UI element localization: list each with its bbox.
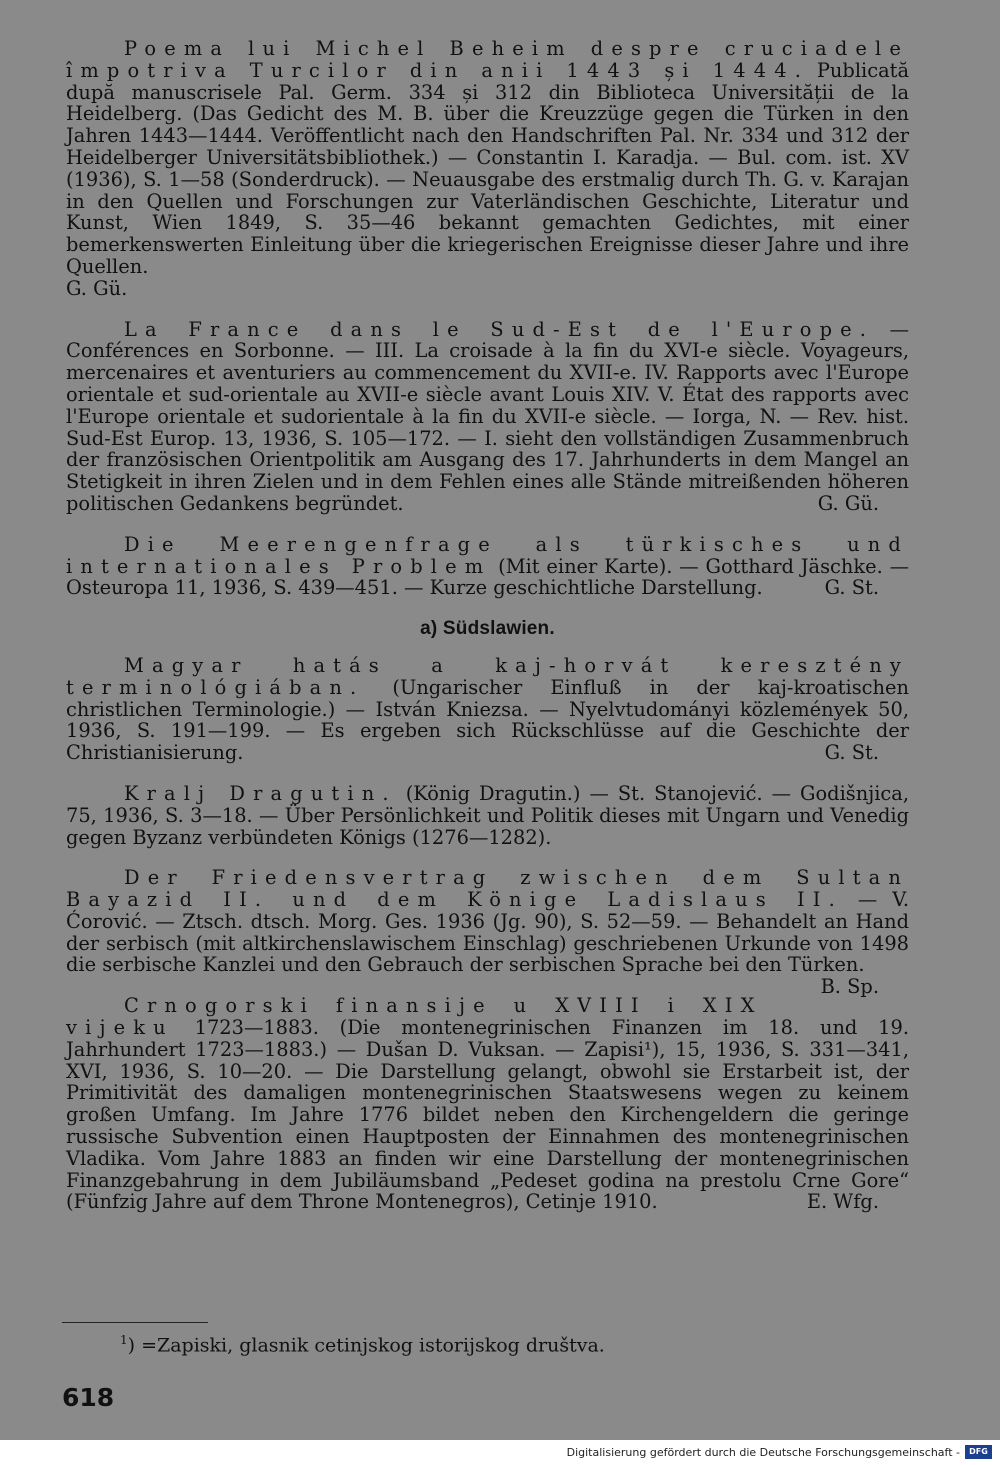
entry-body: 1723—1883. (Die montenegrinischen Finanzen im 18. und 19. Jahrhundert 1723—1883.) — Dušan D. Vuksan. — Zapisi¹), 15, 1936, S. 331—341, XVI, 1936, S. 10—20. — Die Darstellung gelangt, obwohl sie Erstarbeit ist, der Primitivität des damaligen montenegrinischen Staatswesens wegen zu keinem großen Umfang. Im Jahre 1776 bildet neben den Kirchengeldern die geringe russische Subvention einen Hauptposten der Einnahmen des montenegrinischen Vladika. Vom Jahre 1883 an finden wir eine Darstellung der montenegrinischen Finanzgebahrung in dem Jubiläumsband „Pedeset godina na prestolu Crne Gore“ (Fünfzig Jahre auf dem Throne Montenegros), Cetinje 1910. — [66, 1016, 910, 1214]
entry-body: Publicată după manuscrisele Pal. Germ. 334 și 312 din Biblioteca Universității de la Heidelberg. (Das Gedicht des M. B. über die Kreuzzüge gegen die Türken in den Jahren 1443—1444. Veröffentlicht nach den Handschriften Pal. Nr. 334 und 312 der Heidelberger Universitätsbibliothek.) — Constantin I. Karadja. — Bul. com. ist. XV (1936), S. 1—58 (Sonderdruck). — Neuausgabe des erstmalig durch Th. G. v. Karajan in den Quellen und Forschungen zur Vaterländischen Geschichte, Literatur und Kunst, Wien 1849, S. 35—46 bekannt gemachten Gedichtes, mit einer bemerkenswerten Einleitung über die kriegerischen Ereignisse dieser Jahre und ihre Quellen. — [66, 58, 909, 278]
entry-initials: G. St. — [824, 741, 879, 765]
bibliography-entry — [66, 866, 909, 999]
text-column — [66, 38, 909, 1232]
digitization-footer — [0, 1440, 1000, 1465]
entry-body: — Conférences en Sorbonne. — III. La croisade à la fin du XVI-e siècle. Voyageurs, mercenaires et aventuriers au commencement du XVII-e. IV. Rapports avec l'Europe orientale et sud-orientale au XVII-e siècle avant Louis XIV. V. État des rapports avec l'Europe orientale et sudorientale à la fin du XVII-e siècle. — Iorga, N. — Rev. hist. Sud-Est Europ. 13, 1936, S. 105—172. — I. sieht den vollständigen Zusammenbruch der französischen Orientpolitik am Ausgang des 17. Jahrhunderts in dem Mangel an Stetigkeit in ihren Zielen und in dem Fehlen eines alle Stände mitreißenden höheren politischen Gedankens begründet. — [66, 317, 909, 515]
dfg-logo-icon: DFG — [965, 1445, 992, 1459]
entry-initials: B. Sp. — [820, 975, 879, 999]
entry-body: (Ungarischer Einfluß in der kaj-kroatischen christlichen Terminologie.) — István Kniezsa. — Nyelvtudományi közlemények 50, 1936, S. 191—199. — Es ergeben sich Rückschlüsse auf die Geschichte der Christianisierung. — [66, 675, 909, 765]
footnote — [120, 1333, 605, 1356]
entry-title: La France dans le Sud-Est de l'Europe. — [124, 317, 875, 341]
entry-initials: G. St. — [824, 576, 879, 600]
entry-title: Der Friedensvertrag zwischen dem Sultan Bayazid II. und dem Könige Ladislaus II. — [66, 866, 909, 912]
entry-initials: E. Wfg. — [806, 1190, 879, 1214]
entry-title: Crnogorski finansije u XVIII i XIX vijeku — [66, 994, 763, 1040]
section-heading: a) Südslawien. — [420, 618, 555, 640]
page-number: 618 — [62, 1383, 115, 1412]
entry-initials: G. Gü. — [817, 491, 879, 515]
entry-initials: G. Gü. — [66, 276, 128, 300]
entry-body: — V. Ćorović. — Ztsch. dtsch. Morg. Ges. 1936 (Jg. 90), S. 52—59. — Behandelt an Hand der serbisch (mit altkirchenslawischem Einschlag) geschriebenen Urkunde von 1498 die serbische Kanzlei und den Gebrauch der serbischen Sprache bei den Türken. — [66, 888, 909, 977]
entry-title: Kralj Dragutin. — [124, 781, 397, 805]
entry-title: Magyar hatás a kaj-horvát keresztény terminológiában. — [66, 653, 909, 699]
footnote-rule — [62, 1322, 208, 1323]
bibliography-entry — [66, 534, 909, 599]
entry-title: Die Meerengenfrage als türkisches und internationales Problem — [66, 532, 909, 578]
footnote-marker: 1 — [120, 1333, 128, 1347]
bibliography-entry — [66, 655, 909, 764]
entry-title: Poema lui Michel Beheim despre cruciadele împotriva Turcilor din anii 1443 și 1444. — [66, 37, 909, 82]
bibliography-entry — [66, 319, 909, 515]
bibliography-entry — [66, 995, 909, 1213]
footnote-text: ) =Zapiski, glasnik cetinjskog istorijskog društva. — [127, 1334, 605, 1357]
entry-body: (König Dragutin.) — St. Stanojević. — Godišnjica, 75, 1936, S. 3—18. — Über Persönlichkeit und Politik dieses mit Ungarn und Venedig gegen Byzanz verbündeten Königs (1276—1282). — [66, 781, 910, 849]
footer-text: Digitalisierung gefördert durch die Deutsche Forschungsgemeinschaft - — [566, 1446, 960, 1459]
bibliography-entry — [66, 783, 909, 848]
bibliography-entry — [66, 38, 909, 300]
entry-body: (Mit einer Karte). — Gotthard Jäschke. — Osteuropa 11, 1936, S. 439—451. — Kurze geschichtliche Darstellung. — [66, 554, 910, 600]
